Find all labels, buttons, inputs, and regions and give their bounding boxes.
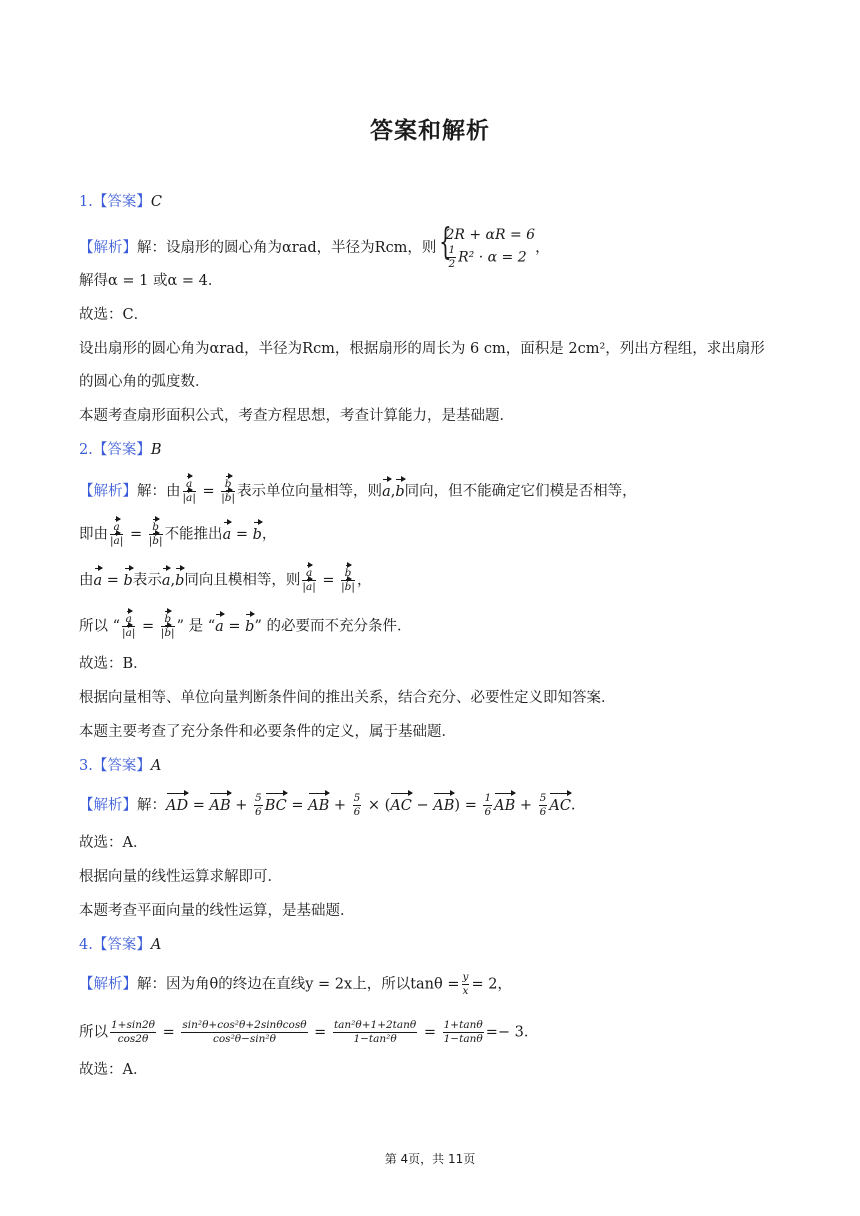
q3-number: 3. [79, 758, 93, 774]
fraction-unit-a: $\frac{a}{|a|}$ [122, 613, 136, 639]
q4-line-1: 【解析】解：因为角θ的终边在直线y = 2x上，所以tanθ = $\frac{y}{x}$ = 2， [79, 971, 512, 997]
q3-line-4: 本题考查平面向量的线性运算，是基础题． [79, 903, 355, 919]
q3-answer-line [79, 756, 161, 776]
q3-line-2: 故选：A． [79, 835, 148, 851]
q1-answer-line [79, 192, 162, 212]
q2-line-3: 由a = b表示a,b同向且模相等，则 $\frac{a}{|a|}$ = $\frac{b}{|b|}$ ， [79, 567, 372, 593]
q2-line-2: 即由 $\frac{a}{|a|}$ = $\frac{b}{|b|}$ 不能推出a = b， [79, 521, 277, 547]
fraction-half: $\frac{1}{2}$ [448, 244, 456, 270]
analysis-tag: 【解析】 [79, 797, 137, 814]
q1-equation-1: { 2R + αR = 6 [445, 227, 536, 243]
fraction-unit-a: $\frac{a}{|a|}$ [182, 478, 196, 504]
q2-answer-line [79, 440, 162, 460]
fraction-unit-b: $\frac{b}{|b|}$ [148, 521, 163, 547]
q4-answer: A [150, 937, 162, 953]
fraction-unit-b: $\frac{b}{|b|}$ [341, 567, 355, 593]
analysis-tag: 【解析】 [79, 240, 137, 256]
answer-tag: 【答案】 [92, 442, 151, 458]
q1-number: 1. [79, 194, 93, 210]
q1-answer: C [150, 194, 162, 210]
q2-line-4: 所以 “ $\frac{a}{|a|}$ = $\frac{b}{|b|}$ ” 是 “a = b” 的必要而不充分条件． [79, 613, 412, 639]
q1-line-4: 设出扇形的圆心角为αrad，半径为Rcm，根据扇形的周长为 6 cm，面积是 2cm²，列出方程组，求出扇形 [79, 341, 765, 357]
q2-answer: B [150, 442, 162, 458]
q2-line-1: 【解析】解：由 $\frac{a}{|a|}$ = $\frac{b}{|b|}$ 表示单位向量相等，则a,b同向，但不能确定它们模是否相等， [79, 478, 637, 504]
q4-number: 4. [79, 937, 93, 953]
q4-answer-line [79, 935, 161, 955]
fraction-unit-a: $\frac{a}{|a|}$ [110, 521, 124, 547]
answer-tag: 【答案】 [92, 758, 151, 774]
page-footer: 第 4页，共 11页 [384, 1152, 476, 1166]
q1-equation-2: $\frac{1}{2}$ R² · α = 2 [448, 244, 527, 270]
analysis-tag: 【解析】 [79, 483, 137, 500]
q3-line-3: 根据向量的线性运算求解即可． [79, 869, 282, 885]
fraction-unit-b: $\frac{b}{|b|}$ [221, 478, 236, 504]
fraction-unit-b: $\frac{b}{|b|}$ [160, 613, 175, 639]
q1-line-2: 解得α = 1 或α = 4． [79, 273, 223, 289]
answer-tag: 【答案】 [92, 194, 151, 210]
fraction-unit-a: $\frac{a}{|a|}$ [302, 567, 316, 593]
q4-line-2: 所以 $\frac{1+\sin 2\theta}{\cos 2\theta}$ = $\frac{\text{sin²θ+cos²θ+2sinθcosθ}}{\text{cos²θ−sin²θ}}$ = $\frac{\text{tan²θ+1+2tanθ}}{\text{1−tan²θ}}$ = $\frac{1+\tan\theta}{1-\tan\theta}$ =− 3． [79, 1019, 539, 1045]
q2-line-6: 根据向量相等、单位向量判断条件间的推出关系，结合充分、必要性定义即知答案． [79, 690, 616, 706]
q2-line-5: 故选：B． [79, 656, 148, 672]
q1-equation-comma: ， [535, 240, 550, 256]
answer-tag: 【答案】 [92, 937, 151, 953]
q1-line-6: 本题考查扇形面积公式，考查方程思想，考查计算能力，是基础题． [79, 408, 514, 424]
q1-analysis-text: 解：设扇形的圆心角为αrad，半径为Rcm，则 [137, 240, 437, 256]
q1-line-5: 的圆心角的弧度数． [79, 374, 210, 390]
q2-line-7: 本题主要考查了充分条件和必要条件的定义，属于基础题． [79, 724, 456, 740]
analysis-tag: 【解析】 [79, 976, 137, 993]
q3-answer: A [150, 758, 162, 774]
q1-analysis-line [79, 226, 550, 270]
q4-line-3: 故选：A． [79, 1062, 148, 1078]
q1-line-3: 故选：C． [79, 307, 149, 323]
q3-line-1: 【解析】解：AD = AB + $\frac{5}{6}$ BC = AB + $\frac{5}{6}$ × (AC − AB) = $\frac{1}{6}$ AB + $\frac{5}{6}$ AC. [79, 792, 576, 818]
q2-number: 2. [79, 442, 93, 458]
q1-equation-system [436, 226, 535, 270]
page-title: 答案和解析 [370, 118, 490, 144]
